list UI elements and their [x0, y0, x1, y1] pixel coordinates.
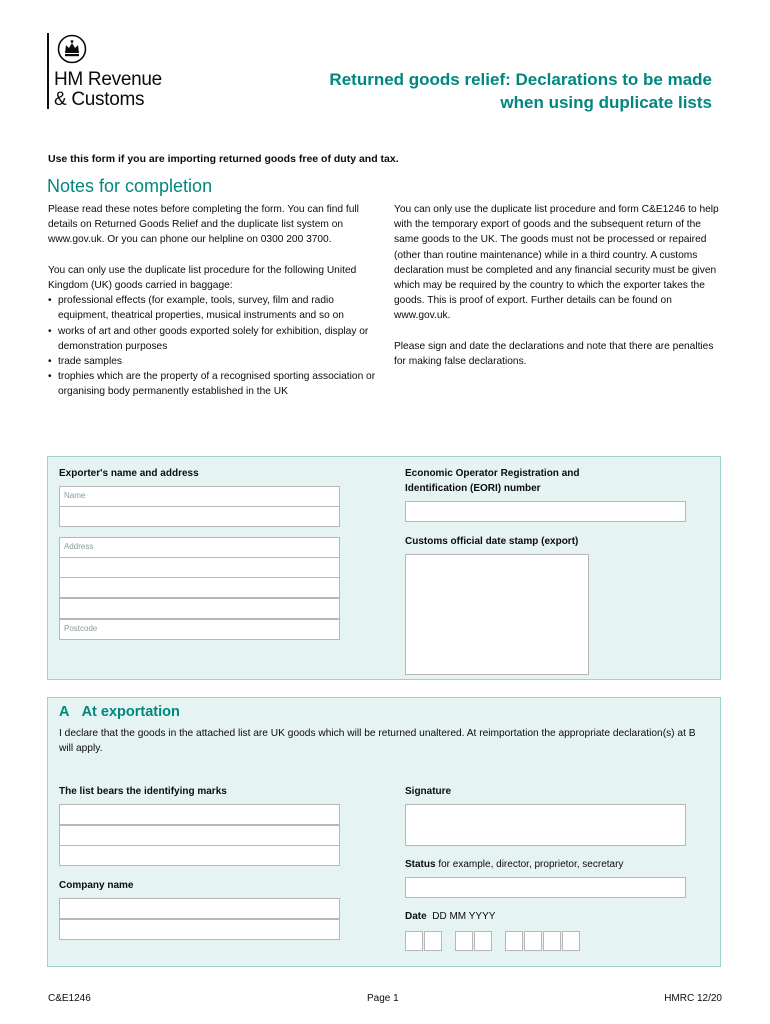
eori-field[interactable] — [405, 501, 686, 522]
date-hint: DD MM YYYY — [432, 911, 496, 922]
brand-name-line1: HM Revenue — [54, 69, 162, 90]
section-a-declaration: I declare that the goods in the attached list are UK goods which will be returned unaltered. At reimportation the appropriate declaration(s) at B will apply. — [59, 728, 696, 755]
section-a-heading — [59, 704, 180, 720]
address-field-line4[interactable] — [59, 598, 340, 619]
eori-label: Economic Operator Registration and Identification (EORI) number — [405, 468, 580, 494]
logo-divider — [47, 33, 49, 109]
section-title: At exportation — [81, 704, 180, 720]
notes-paragraph: You can only use the duplicate list procedure for the following United Kingdom (UK) goods carried in baggage: — [48, 264, 357, 291]
notes-paragraph: You can only use the duplicate list procedure and form C&E1246 to help with the temporary export of goods and the subsequent return of the same goods to the UK. The goods must not be processed or repaired (other than routine maintenance) while in a third country. A customs declaration must be completed and any financial security must be given which may be required by the country to which the exporter takes the goods. This is proof of export. Further details can be found on www.gov.uk. — [394, 204, 719, 322]
section-letter: A — [59, 704, 70, 720]
address-field[interactable] — [59, 537, 340, 558]
notes-heading: Notes for completion — [47, 176, 213, 196]
stamp-label: Customs official date stamp (export) — [405, 536, 579, 547]
form-code: C&E1246 — [48, 993, 91, 1004]
notes-paragraph: Please read these notes before completing the form. You can find full details on Returned Goods Relief and the duplicate list system on www.gov.uk. Or you can phone our helpline on 0300 200 3700. — [48, 204, 359, 246]
date-day-digit2[interactable] — [424, 931, 442, 951]
name-placeholder: Name — [64, 491, 86, 500]
date-year-digit4[interactable] — [562, 931, 580, 951]
notes-paragraph: Please sign and date the declarations and note that there are penalties for making false declarations. — [394, 340, 714, 368]
date-month-digit2[interactable] — [474, 931, 492, 951]
status-label — [405, 857, 623, 872]
brand-name-line2: & Customs — [54, 89, 145, 110]
status-label-text: Status — [405, 859, 436, 870]
postcode-placeholder: Postcode — [64, 624, 98, 633]
name-field-line2[interactable] — [59, 506, 340, 527]
exporter-panel — [47, 456, 721, 680]
stamp-area — [405, 554, 589, 675]
list-item: • works of art and other goods exported solely for exhibition, display or demonstration purposes — [48, 324, 383, 354]
marks-field[interactable] — [59, 804, 340, 825]
date-month-digit1[interactable] — [455, 931, 473, 951]
hmrc-logo — [47, 33, 197, 111]
list-item: • trophies which are the property of a recognised sporting association or organising body permanently established in the UK — [48, 369, 383, 399]
signature-label: Signature — [405, 786, 452, 797]
status-hint: for example, director, proprietor, secretary — [438, 859, 624, 870]
section-a-panel — [47, 697, 721, 967]
royal-crest-icon — [57, 34, 87, 64]
date-label-text: Date — [405, 911, 427, 922]
date-day-digit1[interactable] — [405, 931, 423, 951]
name-field[interactable] — [59, 486, 340, 507]
company-label: Company name — [59, 880, 134, 891]
form-version: HMRC 12/20 — [664, 993, 722, 1004]
list-item: • trade samples — [48, 354, 383, 369]
date-year-digit2[interactable] — [524, 931, 542, 951]
signature-field[interactable] — [405, 804, 686, 846]
address-field-line3[interactable] — [59, 577, 340, 598]
marks-field-line2[interactable] — [59, 825, 340, 846]
form-title: Returned goods relief: Declarations to be made when using duplicate lists — [329, 70, 712, 112]
status-field[interactable] — [405, 877, 686, 898]
page-number: Page 1 — [367, 993, 399, 1004]
date-year-digit3[interactable] — [543, 931, 561, 951]
notes-left-column — [48, 202, 383, 400]
date-year-digit1[interactable] — [505, 931, 523, 951]
marks-label: The list bears the identifying marks — [59, 786, 227, 797]
company-field-line2[interactable] — [59, 919, 340, 940]
address-field-line2[interactable] — [59, 557, 340, 578]
list-item: • professional effects (for example, tools, survey, film and radio equipment, theatrical properties, musical instruments and so on — [48, 293, 383, 323]
company-field[interactable] — [59, 898, 340, 919]
notes-right-column — [394, 202, 724, 384]
exporter-label: Exporter's name and address — [59, 468, 199, 479]
goods-list — [48, 293, 383, 399]
marks-field-line3[interactable] — [59, 845, 340, 866]
postcode-field[interactable] — [59, 619, 340, 640]
intro-text: Use this form if you are importing returned goods free of duty and tax. — [48, 153, 399, 165]
address-placeholder: Address — [64, 542, 94, 551]
date-label — [405, 909, 495, 924]
